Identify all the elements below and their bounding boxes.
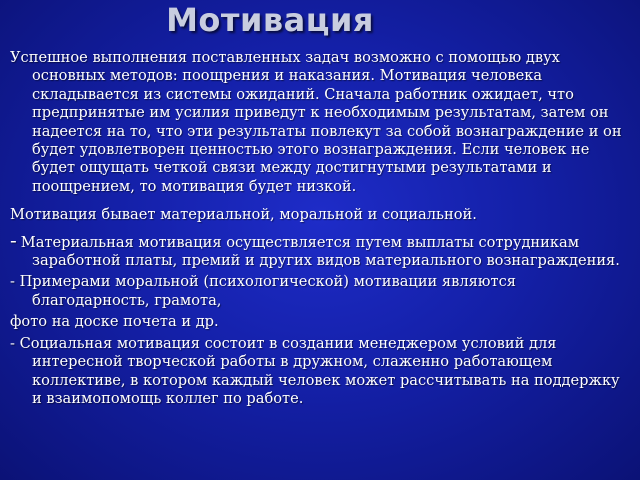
material-motivation-paragraph bbox=[10, 227, 632, 271]
social-motivation-paragraph: - Социальная мотивация состоит в создании менеджером условий для интересной творческой работы в дружном, слаженно работающем коллективе, в котором каждый человек может рассчитывать на поддержку и взаимопомощь коллег по работе. bbox=[10, 334, 620, 407]
material-motivation-text: Материальная мотивация осуществляется путем выплаты сотрудникам заработной платы, премий и других видов материального вознаграждения. bbox=[20, 233, 620, 270]
motivation-types-paragraph: Мотивация бывает материальной, моральной и социальной. bbox=[10, 206, 477, 224]
moral-motivation-paragraph: - Примерами моральной (психологической) мотивации являются благодарность, грамота, bbox=[10, 273, 516, 309]
slide-title: Мотивация bbox=[166, 1, 374, 39]
material-dash: - bbox=[10, 227, 17, 252]
moral-motivation-continuation: фото на доске почета и др. bbox=[10, 313, 219, 331]
slide-body bbox=[10, 49, 632, 408]
intro-paragraph: Успешное выполнения поставленных задач возможно с помощью двух основных методов: поощрения и наказания. Мотивация человека складывается из системы ожиданий. Сначала работник ожидает, что предпринятые им усилия приведут к необходимым результатам, затем он надеется на то, что эти результаты повлекут за собой вознаграждение и он будет удовлетворен ценностью этого вознаграждения. Если человек не будет ощущать четкой связи между достигнутыми результатами и поощрением, то мотивация будет низкой. bbox=[10, 49, 622, 195]
